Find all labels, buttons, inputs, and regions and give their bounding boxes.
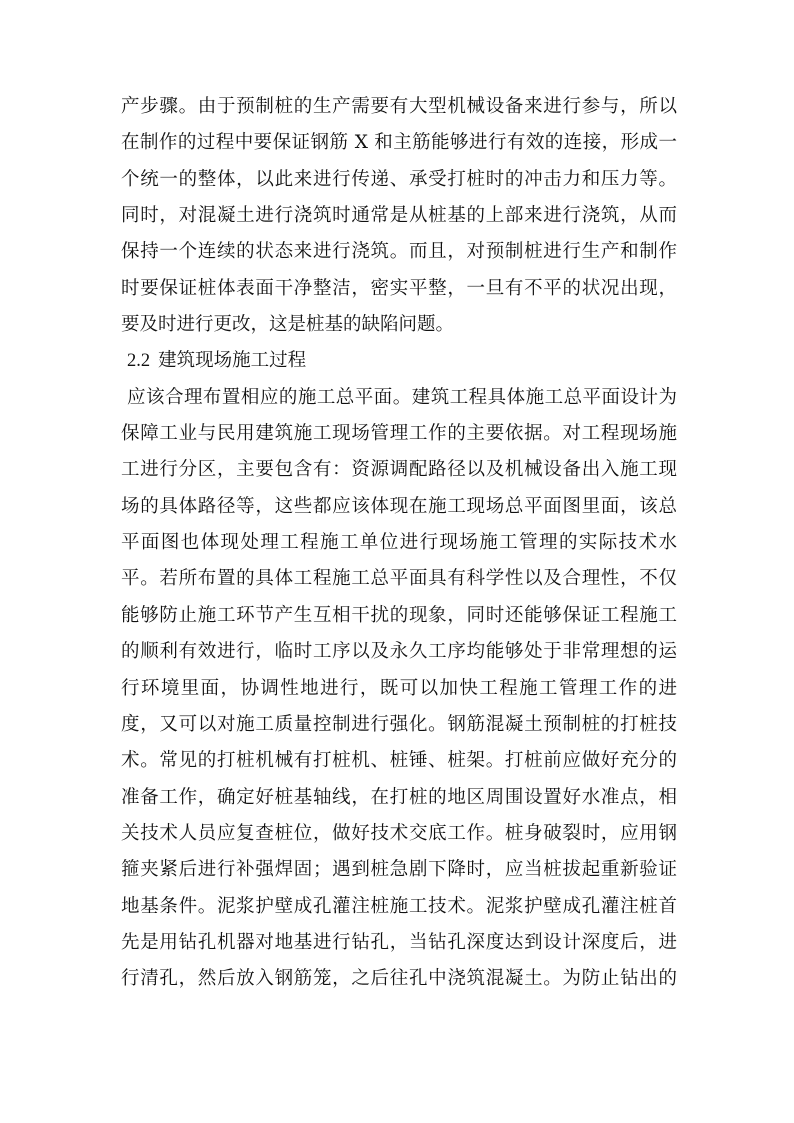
- section-title: 建筑现场施工过程: [158, 350, 307, 372]
- paragraph-line: 行环境里面，协调性地进行，既可以加快工程施工管理工作的进: [121, 677, 677, 699]
- paragraph-line: 先是用钻孔机器对地基进行钻孔，当钻孔深度达到设计深度后，进: [121, 931, 677, 953]
- paragraph-line: 平。若所布置的具体工程施工总平面具有科学性以及合理性，不仅: [121, 568, 677, 590]
- paragraph-line: 工进行分区，主要包含有：资源调配路径以及机械设备出入施工现: [121, 459, 677, 481]
- paragraph-line: 准备工作，确定好桩基轴线，在打桩的地区周围设置好水准点，相: [121, 786, 677, 808]
- body-text: [121, 89, 677, 998]
- paragraph-line: 的顺利有效进行，临时工序以及永久工序均能够处于非常理想的运: [121, 641, 677, 663]
- section-number: 2.2: [127, 351, 151, 372]
- paragraph-line: 地基条件。泥浆护壁成孔灌注桩施工技术。泥浆护壁成孔灌注桩首: [121, 895, 677, 917]
- paragraph-line: 保障工业与民用建筑施工现场管理工作的主要依据。对工程现场施: [121, 423, 677, 445]
- paragraph-line: 关技术人员应复查桩位，做好技术交底工作。桩身破裂时，应用钢: [121, 822, 677, 844]
- paragraph-line: 在制作的过程中要保证钢筋 X 和主筋能够进行有效的连接，形成一: [121, 132, 677, 154]
- paragraph-line: 应该合理布置相应的施工总平面。建筑工程具体施工总平面设计为: [127, 386, 677, 408]
- paragraph-line: 要及时进行更改，这是桩基的缺陷问题。: [121, 314, 455, 336]
- paragraph-line: 箍夹紧后进行补强焊固；遇到桩急剧下降时，应当桩拔起重新验证: [121, 859, 677, 881]
- paragraph-line: 产步骤。由于预制桩的生产需要有大型机械设备来进行参与，所以: [121, 96, 677, 117]
- paragraph-line: 个统一的整体，以此来进行传递、承受打桩时的冲击力和压力等。: [121, 168, 677, 190]
- paragraph-line: 度，又可以对施工质量控制进行强化。钢筋混凝土预制桩的打桩技: [121, 713, 677, 735]
- paragraph-line: 术。常见的打桩机械有打桩机、桩锤、桩架。打桩前应做好充分的: [121, 750, 677, 772]
- paragraph-line: 场的具体路径等，这些都应该体现在施工现场总平面图里面，该总: [121, 495, 677, 517]
- paragraph-line: 同时，对混凝土进行浇筑时通常是从桩基的上部来进行浇筑，从而: [121, 205, 677, 227]
- paragraph-line: 保持一个连续的状态来进行浇筑。而且，对预制桩进行生产和制作: [121, 241, 677, 263]
- paragraph-line: 平面图也体现处理工程施工单位进行现场施工管理的实际技术水: [121, 532, 677, 554]
- paragraph-line: 能够防止施工环节产生互相干扰的现象，同时还能够保证工程施工: [121, 604, 677, 626]
- paragraph-line: 行清孔，然后放入钢筋笼，之后往孔中浇筑混凝土。为防止钻出的: [121, 968, 677, 990]
- section-heading: [121, 343, 677, 379]
- paragraph-line: 时要保证桩体表面干净整洁，密实平整，一旦有不平的状况出现，: [121, 277, 677, 299]
